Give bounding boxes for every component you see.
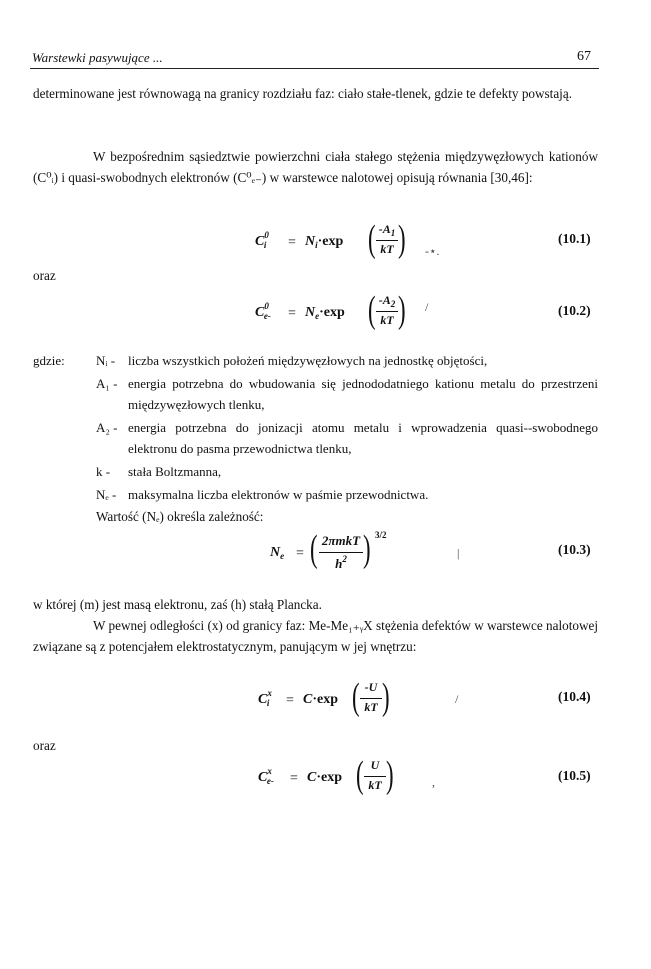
- eq5-coef: C·exp: [307, 770, 343, 785]
- def-symbol: k -: [96, 464, 111, 479]
- oraz-1: oraz: [33, 268, 56, 283]
- eq3-rparen: ): [363, 528, 371, 570]
- stray-mark: /: [425, 300, 429, 314]
- definitions-intro: gdzie:: [33, 353, 65, 368]
- eq3-lparen: (: [310, 528, 318, 570]
- running-header-title: Warstewki pasywujące ...: [32, 50, 163, 65]
- paragraph-1: determinowane jest równowagą na granicy rozdziału faz: ciało stałe-tlenek, gdzie te defekty powstają.: [33, 86, 572, 101]
- def-symbol: A₁ -: [96, 376, 118, 391]
- eq4-number: (10.4): [558, 689, 591, 704]
- eq2-equals: =: [288, 306, 296, 321]
- paragraph-3: W pewnej odległości (x) od granicy faz: Me-Me₁₊ᵧX stężenia defektów w warstewce nalotowej związane są z potencjałem elektrostatycznym, panującym w jej wnętrzu:: [33, 618, 598, 654]
- eq2-number: (10.2): [558, 303, 591, 318]
- oraz-2: oraz: [33, 738, 56, 753]
- def-text: stała Boltzmanna,: [128, 464, 222, 479]
- def-symbol: A₂ -: [96, 420, 118, 435]
- eq2-lhs: $C^0_{e-}$: [255, 301, 271, 321]
- eq1-number: (10.1): [558, 231, 591, 246]
- eq4-equals: =: [286, 693, 294, 708]
- stray-mark: /: [455, 692, 459, 706]
- def-symbol: Nᵢ -: [96, 353, 116, 368]
- eq4-lparen: (: [352, 676, 360, 718]
- paragraph-2: W bezpośrednim sąsiedztwie powierzchni ciała stałego stężenia międzywęzłowych kationów (C⁰ᵢ) i quasi-swobodnych elektronów (C⁰ₑ₋) w warstewce nalotowej opisują równania [30,46]:: [33, 149, 598, 185]
- eq3-exponent: 3/2: [375, 530, 387, 540]
- eq3-equals: =: [296, 546, 304, 561]
- eq4-coef: C·exp: [303, 692, 339, 707]
- paragraph-ne: Wartość (Nₑ) określa zależność:: [96, 509, 264, 524]
- def-text: maksymalna liczba elektronów w paśmie przewodnictwa.: [128, 487, 429, 502]
- eq1-lhs: $C^0_i$: [255, 230, 269, 250]
- eq1-rparen: ): [398, 218, 406, 260]
- eq3-fraction: 2πmkT $h^2$: [319, 533, 363, 549]
- def-text: energia potrzebna do jonizacji atomu metalu i wprowadzenia quasi--swobodnego elektronu do pasma przewodnictwa tlenku,: [128, 420, 598, 456]
- eq5-equals: =: [290, 771, 298, 786]
- eq5-rparen: ): [386, 754, 394, 796]
- eq3-number: (10.3): [558, 542, 591, 557]
- eq1-lparen: (: [368, 218, 376, 260]
- eq1-coef: $N_i\cdot\exp$: [305, 234, 344, 250]
- eq3-lhs: $N_e$: [270, 545, 285, 561]
- eq2-coef: $N_e\cdot\exp$: [305, 305, 345, 321]
- stray-mark: |: [457, 546, 460, 560]
- eq4-lhs: $C^x_i$: [258, 688, 272, 708]
- eq2-fraction: $-A_2$ kT: [376, 293, 398, 309]
- eq2-lparen: (: [368, 289, 376, 331]
- header-rule: [30, 68, 599, 69]
- eq2-rparen: ): [398, 289, 406, 331]
- eq1-equals: =: [288, 235, 296, 250]
- def-text: liczba wszystkich położeń międzywęzłowych na jednostkę objętości,: [128, 353, 488, 368]
- eq5-lparen: (: [356, 754, 364, 796]
- eq5-fraction: U kT: [364, 758, 386, 773]
- eq4-fraction: -U kT: [360, 680, 382, 695]
- def-text: energia potrzebna do wbudowania się jednododatniego kationu metalu do przestrzeni międzywęzłowych tlenku,: [128, 376, 598, 412]
- def-symbol: Nₑ -: [96, 487, 117, 502]
- stray-mark: -⋆.: [425, 244, 440, 258]
- paragraph-planck: w której (m) jest masą elektronu, zaś (h) stałą Plancka.: [33, 597, 322, 612]
- stray-mark: ,: [432, 775, 435, 789]
- eq1-fraction: $-A_1$ kT: [376, 222, 398, 238]
- page-number: 67: [577, 49, 591, 64]
- eq5-number: (10.5): [558, 768, 591, 783]
- eq4-rparen: ): [382, 676, 390, 718]
- eq5-lhs: $C^x_{e-}$: [258, 766, 274, 786]
